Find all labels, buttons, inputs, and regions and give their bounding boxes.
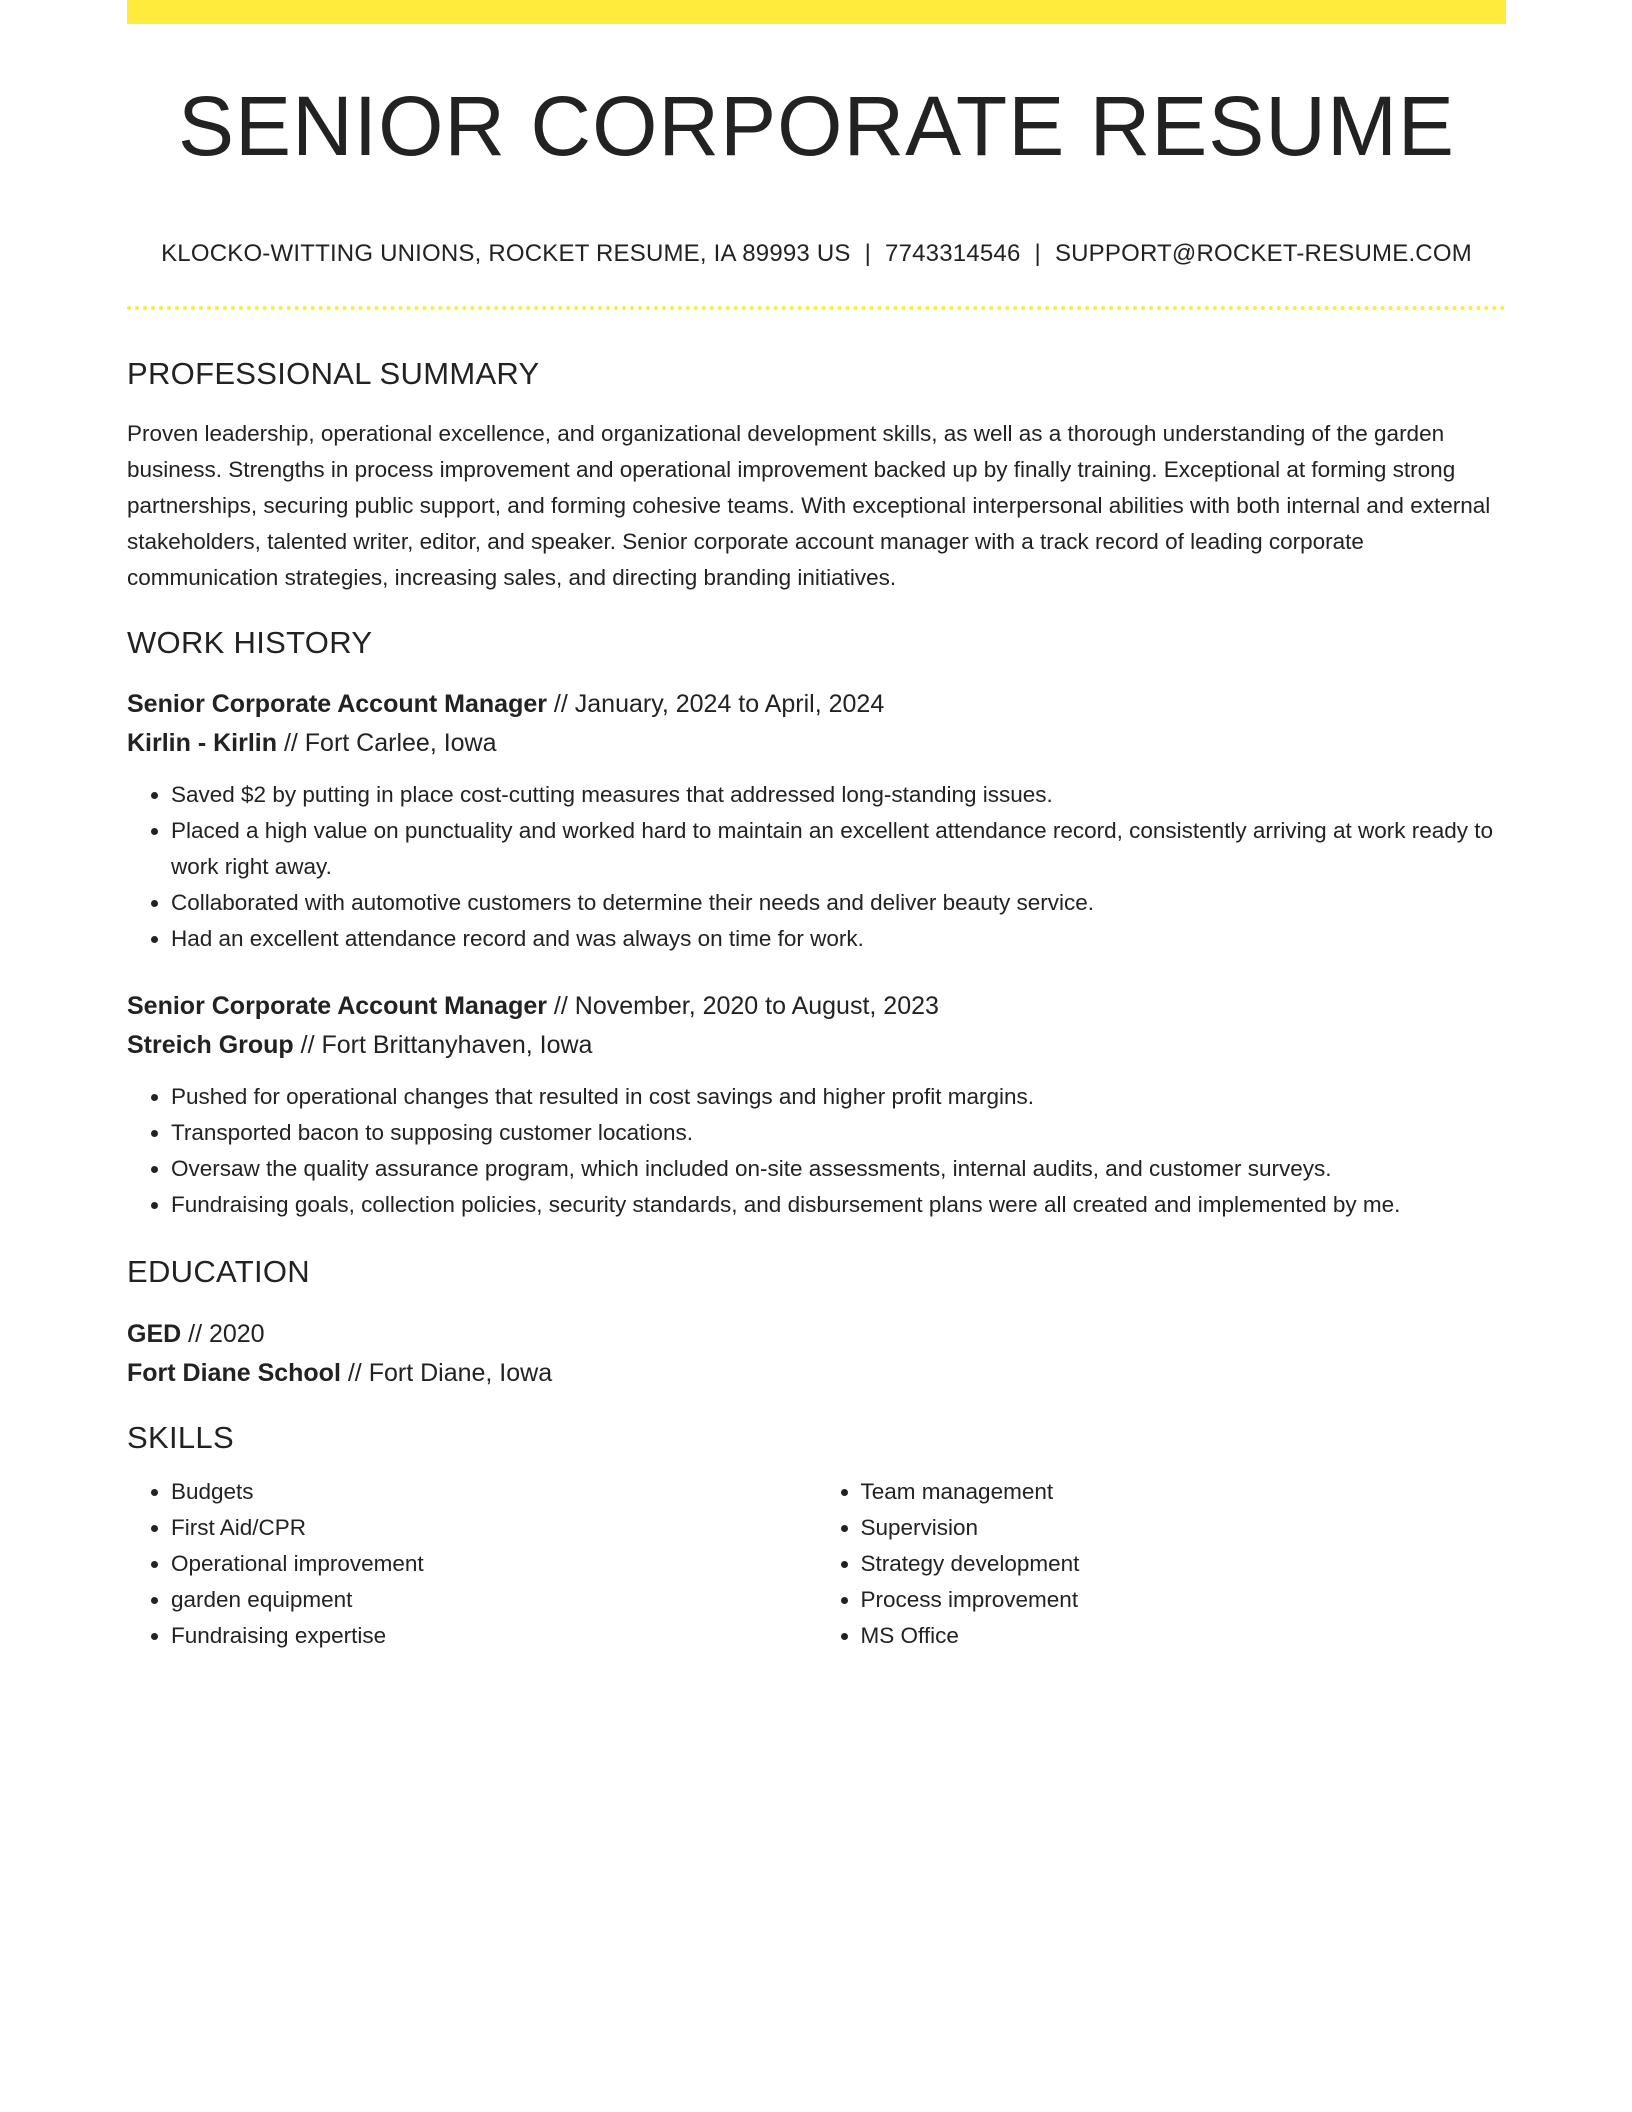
education-school: Fort Diane School	[127, 1358, 341, 1387]
job-bullet-list	[127, 1079, 1506, 1223]
job-bullet-list	[127, 777, 1506, 957]
list-item: • Oversaw the quality assurance program, which included on-site assessments, internal audits, and customer surveys.	[171, 1151, 1506, 1187]
summary-heading: PROFESSIONAL SUMMARY	[127, 356, 540, 391]
skill-item: • Fundraising expertise	[171, 1618, 817, 1654]
list-item: • Fundraising goals, collection policies, security standards, and disbursement plans were all created and implemented by me.	[171, 1187, 1506, 1223]
contact-separator: |	[1034, 240, 1041, 267]
dotted-divider	[127, 306, 1506, 310]
job-title-line	[127, 987, 1506, 1026]
skills-columns	[127, 1474, 1506, 1654]
skill-item: • Strategy development	[861, 1546, 1507, 1582]
job-title-line	[127, 685, 1506, 724]
list-item: • Placed a high value on punctuality and worked hard to maintain an excellent attendance record, consistently arriving at work ready to work right away.	[171, 813, 1506, 885]
skills-list-left	[127, 1474, 817, 1654]
education-heading: EDUCATION	[127, 1254, 310, 1290]
education-entry	[127, 1315, 1506, 1393]
job-company: Kirlin - Kirlin	[127, 729, 277, 758]
skills-list-right	[817, 1474, 1507, 1654]
job-entry	[127, 987, 1506, 1223]
list-item: • Transported bacon to supposing customer locations.	[171, 1115, 1506, 1151]
job-company-line	[127, 1026, 1506, 1065]
job-company: Streich Group	[127, 1031, 294, 1060]
skill-item: • garden equipment	[171, 1582, 817, 1618]
job-location: // Fort Brittanyhaven, Iowa	[293, 1031, 593, 1060]
skill-item: • Supervision	[861, 1510, 1507, 1546]
skill-item: • First Aid/CPR	[171, 1510, 817, 1546]
list-item: • Pushed for operational changes that resulted in cost savings and higher profit margins.	[171, 1079, 1506, 1115]
job-role: Senior Corporate Account Manager	[127, 992, 547, 1021]
job-company-line	[127, 724, 1506, 763]
skills-heading: SKILLS	[127, 1419, 234, 1455]
summary-text: Proven leadership, operational excellence, and organizational development skills, as well as a thorough understanding of the garden business. Strengths in process improvement and operational improvement backed up by finally training. Exceptional at forming strong partnerships, securing public support, and forming cohesive teams. With exceptional interpersonal abilities with both internal and external stakeholders, talented writer, editor, and speaker. Senior corporate account manager with a track record of leading corporate communication strategies, increasing sales, and directing branding initiatives.	[127, 421, 1491, 591]
job-dates: // November, 2020 to August, 2023	[546, 992, 939, 1021]
skill-item: • Team management	[861, 1474, 1507, 1510]
job-location: // Fort Carlee, Iowa	[277, 729, 497, 758]
education-degree: GED	[127, 1319, 182, 1348]
skill-item: • MS Office	[861, 1618, 1507, 1654]
education-school-line	[127, 1354, 1506, 1393]
work-history-heading: WORK HISTORY	[127, 625, 373, 661]
list-item: • Had an excellent attendance record and was always on time for work.	[171, 921, 1506, 957]
job-dates: // January, 2024 to April, 2024	[546, 690, 885, 719]
skill-item: • Budgets	[171, 1474, 817, 1510]
contact-line	[127, 240, 1506, 268]
contact-separator: |	[864, 240, 872, 267]
job-role: Senior Corporate Account Manager	[127, 690, 547, 719]
job-entry	[127, 685, 1506, 957]
accent-top-bar	[127, 0, 1506, 24]
resume-title: SENIOR CORPORATE RESUME	[178, 79, 1455, 173]
list-item: • Saved $2 by putting in place cost-cutting measures that addressed long-standing issues.	[171, 777, 1506, 813]
skill-item: • Process improvement	[861, 1582, 1507, 1618]
contact-email: SUPPORT@ROCKET-RESUME.COM	[1054, 240, 1472, 267]
list-item: • Collaborated with automotive customers to determine their needs and deliver beauty service.	[171, 885, 1506, 921]
contact-phone: 7743314546	[885, 240, 1021, 267]
skill-item: • Operational improvement	[171, 1546, 817, 1582]
education-degree-line	[127, 1315, 1506, 1354]
education-year: // 2020	[181, 1319, 265, 1348]
education-location: // Fort Diane, Iowa	[340, 1358, 553, 1387]
resume-page	[127, 0, 1506, 1654]
contact-address: KLOCKO-WITTING UNIONS, ROCKET RESUME, IA 89993 US	[161, 240, 851, 267]
